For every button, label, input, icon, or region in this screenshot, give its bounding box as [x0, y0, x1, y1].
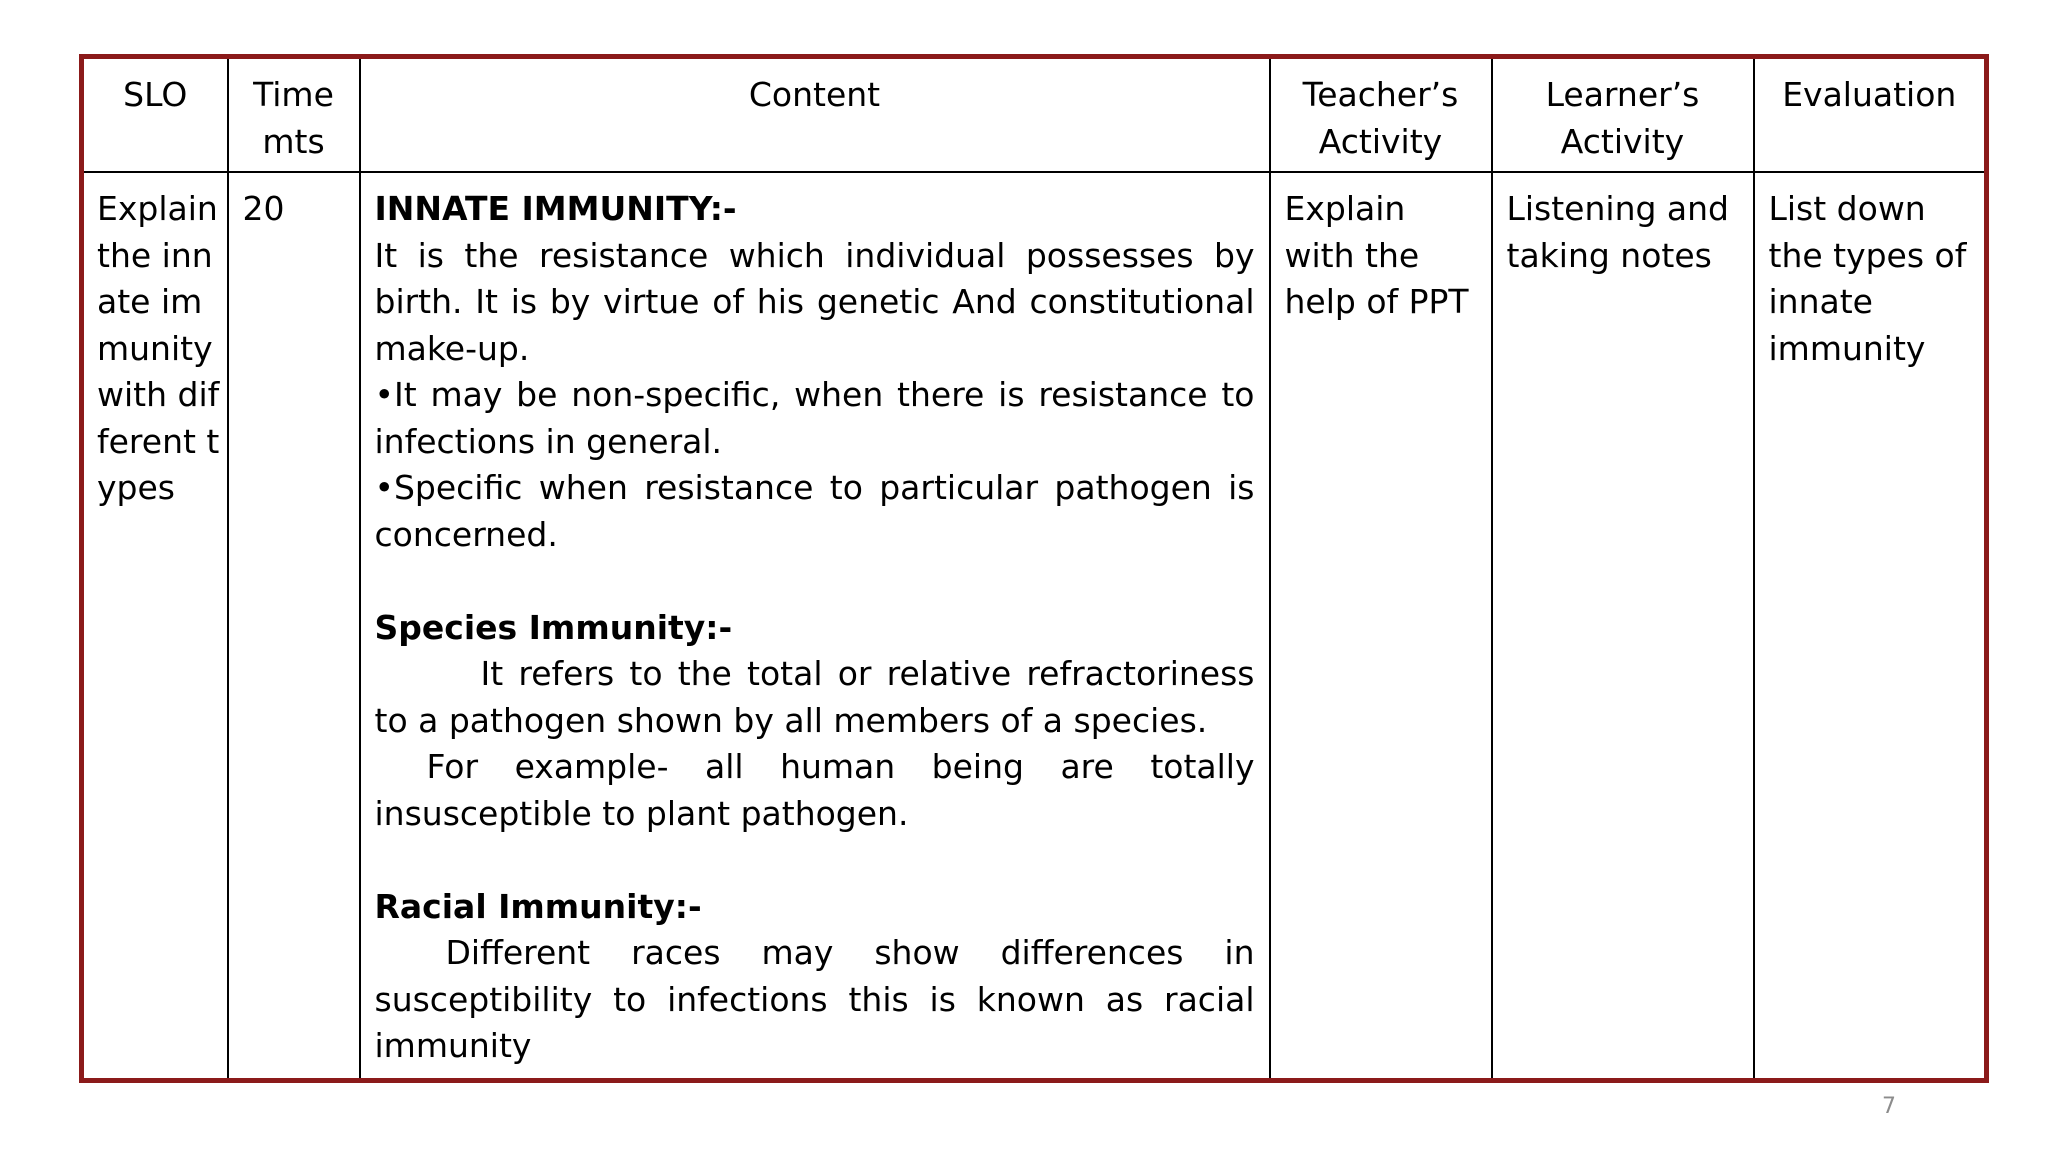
header-time-label-1: Time [253, 75, 334, 114]
species-immunity-heading: Species Immunity:- [374, 607, 733, 647]
racial-immunity-heading: Racial Immunity:- [374, 886, 702, 926]
innate-immunity-heading: INNATE IMMUNITY:- [374, 189, 737, 228]
racial-immunity-text: Different races may show differences in susceptibility to infections this is known as racial immunity [374, 933, 1255, 1065]
header-time-label-2: mts [262, 121, 325, 161]
species-immunity-text: It refers to the total or relative refractoriness to a pathogen shown by all members of a species. [374, 654, 1255, 740]
header-slo [82, 57, 228, 173]
innate-bullet-specific: •Specific when resistance to particular pathogen is concerned. [374, 468, 1255, 554]
header-time [228, 57, 360, 173]
spacer [375, 837, 1255, 884]
header-learner-label-2: Activity [1560, 121, 1685, 161]
innate-bullet-nonspecific: •It may be non-specific, when there is resistance to infections in general. [374, 375, 1255, 461]
cell-content [360, 172, 1270, 1080]
cell-slo: Explain the innate immunity with different types [82, 172, 228, 1080]
header-slo-label: SLO [123, 75, 188, 114]
cell-teacher-activity: Explain with the help of PPT [1270, 172, 1492, 1080]
header-teacher-label-2: Activity [1318, 121, 1443, 161]
page-number: 7 [1882, 1094, 1896, 1119]
cell-time: 20 [228, 172, 360, 1080]
header-learner-activity [1492, 57, 1754, 173]
cell-evaluation: List down the types of innate immunity [1754, 172, 1987, 1080]
header-evaluation-label: Evaluation [1782, 75, 1957, 114]
spacer [375, 558, 1255, 605]
header-teacher-label-1: Teacher’s [1302, 75, 1459, 114]
table-row [82, 172, 1987, 1080]
header-learner-label-1: Learner’s [1545, 75, 1700, 114]
species-immunity-example: For example- all human being are totally insusceptible to plant pathogen. [374, 747, 1255, 833]
header-teacher-activity [1270, 57, 1492, 173]
header-content [360, 57, 1270, 173]
cell-learner-activity: Listening and taking notes [1492, 172, 1754, 1080]
header-content-label: Content [748, 75, 881, 114]
table-header-row [82, 57, 1987, 173]
innate-immunity-text: It is the resistance which individual possesses by birth. It is by virtue of his genetic And constitutional make-up. [374, 235, 1255, 368]
lesson-plan-table [79, 54, 1989, 1083]
header-evaluation [1754, 57, 1987, 173]
